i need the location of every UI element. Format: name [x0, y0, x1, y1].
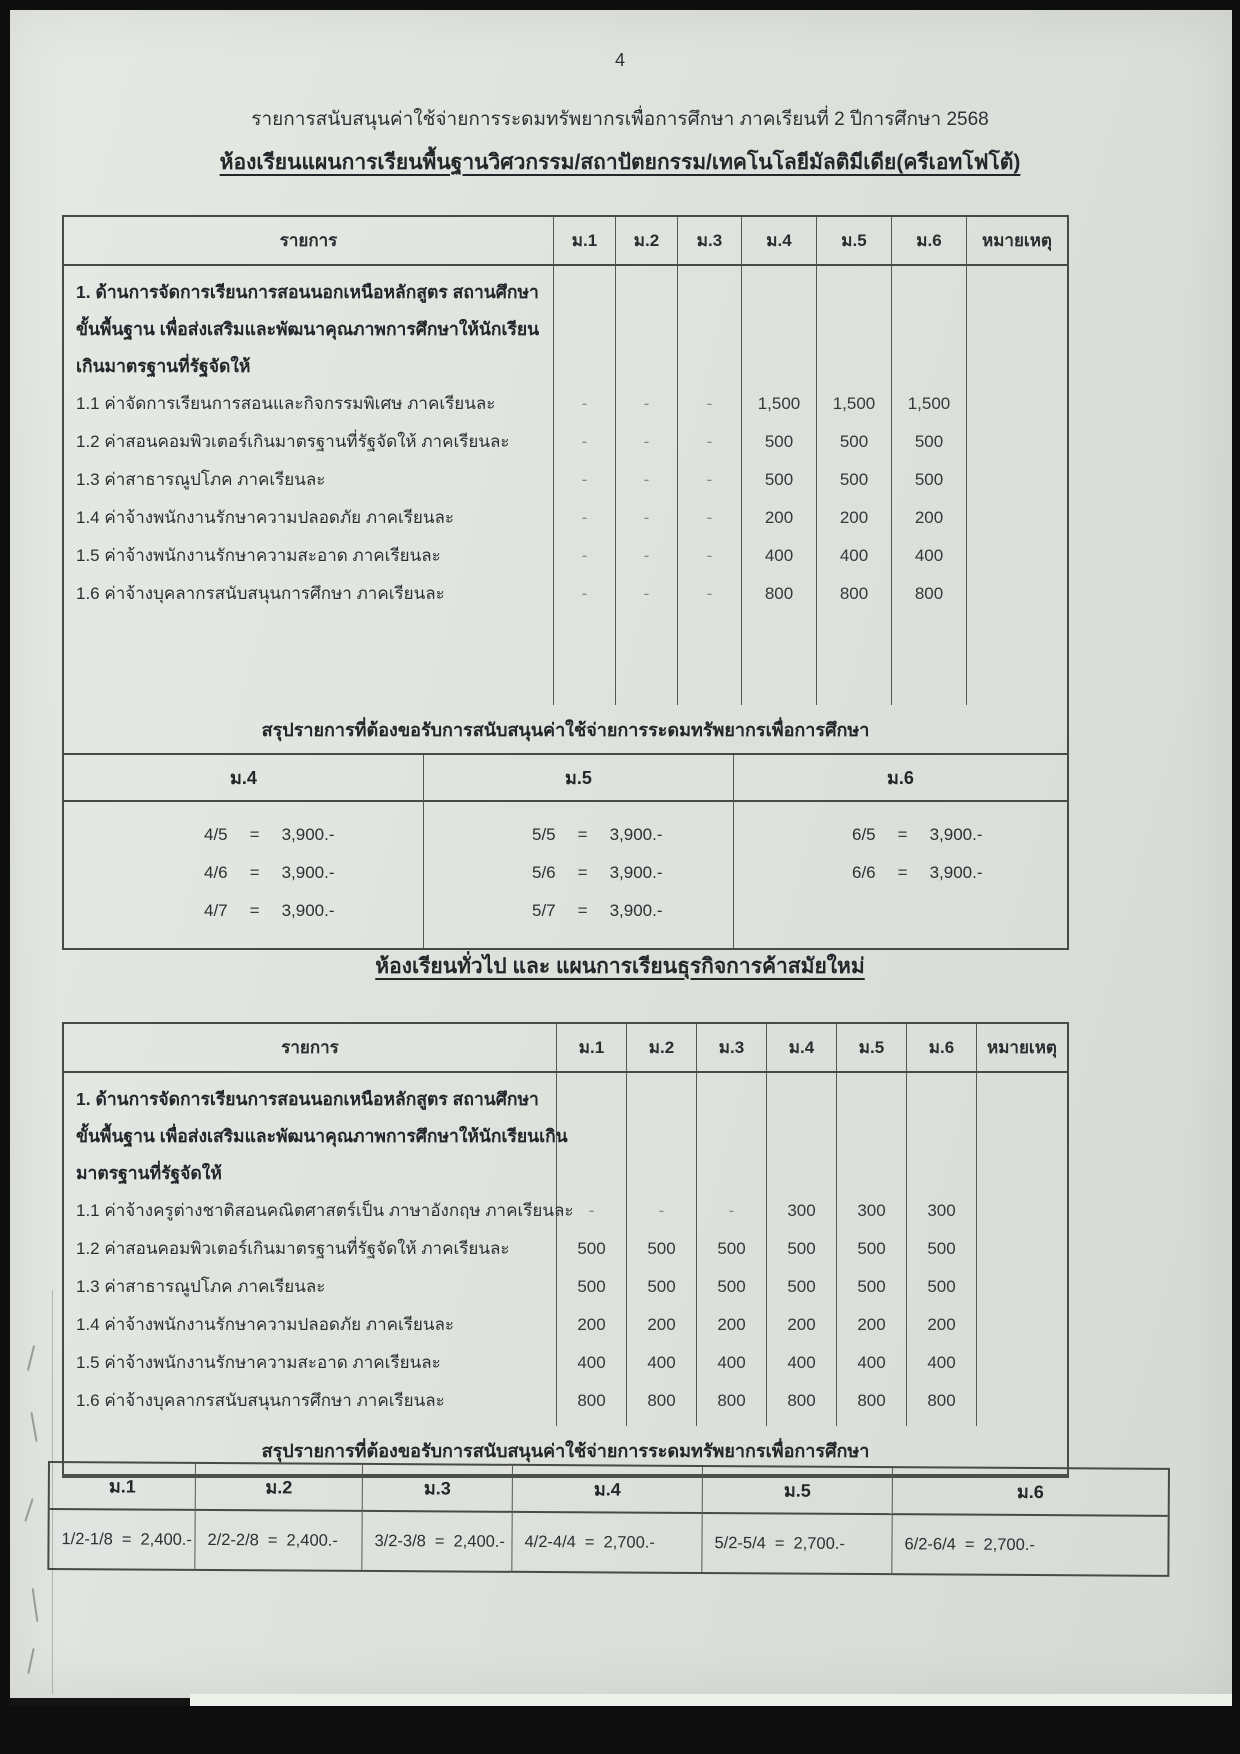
class-code: 4/7 — [204, 901, 228, 920]
fee-value: 300 — [927, 1201, 956, 1220]
class-code-range: 1/2-1/8 — [61, 1529, 113, 1548]
equals-sign: = — [434, 1531, 445, 1550]
grade-values-column — [837, 1073, 907, 1426]
fee-value: 800 — [764, 584, 794, 603]
fee-value: 500 — [717, 1239, 746, 1258]
fee-value: 500 — [914, 470, 944, 489]
document-title: รายการสนับสนุนค่าใช้จ่ายการระดมทรัพยากรเพื่อการศึกษา ภาคเรียนที่ 2 ปีการศึกษา 2568 — [251, 109, 989, 130]
table-header-row — [64, 217, 1067, 266]
item-row-label: 1.1 ค่าจ้างครูต่างชาติสอนคณิตศาสตร์เป็น ภาษาอังกฤษ ภาคเรียนละ — [76, 1201, 574, 1220]
summary-table-2 — [47, 1461, 1170, 1577]
summary-table-1 — [64, 755, 1067, 948]
fee-table-2-grid — [64, 1024, 1067, 1426]
grade-values-column — [627, 1073, 697, 1426]
paper-bottom-edge — [190, 1694, 1240, 1706]
summary-entry — [532, 854, 733, 892]
fee-value: - — [706, 470, 713, 489]
fee-table-1 — [62, 215, 1069, 950]
summary-entry — [204, 816, 423, 854]
fee-value: 1,500 — [907, 394, 951, 413]
amount-value: 2,700.- — [603, 1532, 655, 1552]
fee-value: 800 — [914, 584, 944, 603]
grade-column-header: ม.3 — [363, 1465, 513, 1513]
grade-column-header: ม.5 — [424, 755, 734, 802]
fee-value: 500 — [839, 470, 869, 489]
column-header: ม.5 — [837, 1024, 907, 1071]
fee-value: 800 — [857, 1391, 886, 1410]
fee-value: 200 — [717, 1315, 746, 1334]
column-header: รายการ — [64, 1024, 557, 1071]
item-row-label: 1.6 ค่าจ้างบุคลากรสนับสนุนการศึกษา ภาคเรียนละ — [76, 1391, 445, 1410]
fee-value: 1,500 — [832, 394, 876, 413]
item-row-label: 1.6 ค่าจ้างบุคลากรสนับสนุนการศึกษา ภาคเรียนละ — [76, 584, 445, 603]
item-row-label: 1.5 ค่าจ้างพนักงานรักษาความสะอาด ภาคเรียนละ — [76, 546, 441, 565]
items-column — [64, 266, 554, 705]
summary-heading-1: สรุปรายการที่ต้องขอรับการสนับสนุนค่าใช้จ่ายการระดมทรัพยากรเพื่อการศึกษา — [64, 705, 1067, 755]
fee-table-2 — [62, 1022, 1069, 1478]
column-header: ม.2 — [627, 1024, 697, 1071]
amount-value: 3,900.- — [609, 901, 663, 920]
equals-sign: = — [249, 863, 260, 882]
fee-value: 200 — [914, 508, 944, 527]
section2-heading: ห้องเรียนทั่วไป และ แผนการเรียนธุรกิจการค้าสมัยใหม่ — [375, 955, 865, 978]
fee-value: 500 — [787, 1277, 816, 1296]
fee-value: 500 — [577, 1277, 606, 1296]
fee-value: 400 — [787, 1353, 816, 1372]
amount-value: 3,900.- — [609, 825, 663, 844]
amount-value: 3,900.- — [929, 863, 983, 882]
grade-values-column — [678, 266, 742, 705]
column-header: หมายเหตุ — [987, 1038, 1057, 1057]
grade-values-column — [907, 1073, 977, 1426]
fee-value: 200 — [764, 508, 794, 527]
fee-value: - — [658, 1201, 665, 1220]
fee-value: 400 — [927, 1353, 956, 1372]
fee-value: 500 — [787, 1239, 816, 1258]
section-intro-line: ขั้นพื้นฐาน เพื่อส่งเสริมและพัฒนาคุณภาพการศึกษาให้นักเรียน — [76, 319, 540, 339]
fee-value: 500 — [839, 432, 869, 451]
grade-column-header: ม.6 — [734, 755, 1067, 802]
scan-edge-top — [0, 0, 1240, 10]
grade-column-header: ม.2 — [196, 1464, 363, 1512]
summary-entry — [532, 816, 733, 854]
summary-entry — [532, 892, 733, 930]
fee-value: - — [706, 394, 713, 413]
section-intro-line: เกินมาตรฐานที่รัฐจัดให้ — [76, 356, 251, 376]
fee-value: - — [643, 584, 650, 603]
fee-value: 500 — [764, 470, 794, 489]
fee-value: - — [581, 546, 588, 565]
fee-value: - — [643, 546, 650, 565]
fee-value: - — [706, 584, 713, 603]
item-row-label: 1.4 ค่าจ้างพนักงานรักษาความปลอดภัย ภาคเรียนละ — [76, 1315, 455, 1334]
item-row-label: 1.1 ค่าจัดการเรียนการสอนและกิจกรรมพิเศษ ภาคเรียนละ — [76, 394, 496, 413]
column-header: ม.3 — [678, 217, 742, 264]
fee-value: 400 — [857, 1353, 886, 1372]
section-intro-line: 1. ด้านการจัดการเรียนการสอนนอกเหนือหลักสูตร สถานศึกษา — [76, 282, 539, 302]
column-header: ม.3 — [697, 1024, 767, 1071]
fee-value: 200 — [647, 1315, 676, 1334]
column-header: ม.5 — [817, 217, 892, 264]
amount-value: 3,900.- — [609, 863, 663, 882]
column-header: หมายเหตุ — [982, 231, 1052, 250]
summary-entries-column — [64, 802, 424, 948]
grade-values-column — [616, 266, 678, 705]
class-code: 4/5 — [204, 825, 228, 844]
class-code-range: 4/2-4/4 — [524, 1532, 576, 1551]
items-column — [64, 1073, 574, 1426]
grade-column-header: ม.4 — [64, 755, 424, 802]
summary-entry — [852, 854, 1067, 892]
class-code-range: 3/2-3/8 — [374, 1531, 426, 1550]
amount-value: 3,900.- — [281, 901, 335, 920]
fee-value: - — [581, 508, 588, 527]
fee-value: 400 — [647, 1353, 676, 1372]
equals-sign: = — [774, 1533, 785, 1553]
column-header: ม.1 — [557, 1024, 627, 1071]
equals-sign: = — [584, 1532, 595, 1551]
equals-sign: = — [897, 825, 908, 844]
column-header: ม.1 — [554, 217, 616, 264]
fee-value: - — [581, 394, 588, 413]
class-code: 5/7 — [532, 901, 556, 920]
fee-value: 200 — [857, 1315, 886, 1334]
grade-values-column — [767, 1073, 837, 1426]
grade-column-header: ม.6 — [893, 1468, 1168, 1517]
fee-value: - — [643, 470, 650, 489]
fee-value: 200 — [787, 1315, 816, 1334]
summary-entry — [852, 816, 1067, 854]
equals-sign: = — [577, 863, 588, 882]
fee-value: 400 — [839, 546, 869, 565]
summary-entry — [195, 1511, 362, 1570]
column-header: รายการ — [64, 217, 554, 264]
fee-value: 500 — [857, 1239, 886, 1258]
item-row-label: 1.4 ค่าจ้างพนักงานรักษาความปลอดภัย ภาคเรียนละ — [76, 508, 455, 527]
grade-column-header: ม.1 — [50, 1463, 196, 1511]
fee-value: - — [643, 394, 650, 413]
fee-value: - — [643, 508, 650, 527]
fee-value: - — [581, 470, 588, 489]
summary-heading-2: สรุปรายการที่ต้องขอรับการสนับสนุนค่าใช้จ่ายการระดมทรัพยากรเพื่อการศึกษา — [64, 1426, 1067, 1476]
fee-value: 400 — [717, 1353, 746, 1372]
column-header: ม.6 — [907, 1024, 977, 1071]
grade-values-column — [817, 266, 892, 705]
fee-value: 800 — [717, 1391, 746, 1410]
notes-column — [967, 266, 1067, 705]
equals-sign: = — [121, 1529, 132, 1549]
fee-value: 800 — [927, 1391, 956, 1410]
grade-column-header: ม.4 — [513, 1466, 703, 1514]
fee-value: - — [643, 432, 650, 451]
fee-value: - — [706, 432, 713, 451]
equals-sign: = — [577, 825, 588, 844]
amount-value: 2,700.- — [983, 1535, 1035, 1554]
summary-entry — [362, 1512, 512, 1571]
notes-column — [977, 1073, 1067, 1426]
fee-value: - — [581, 584, 588, 603]
class-code-range: 5/2-5/4 — [714, 1533, 766, 1552]
grade-values-column — [742, 266, 817, 705]
fee-value: - — [706, 546, 713, 565]
paper-crease-line — [52, 1290, 53, 1694]
item-row-label: 1.3 ค่าสาธารณูปโภค ภาคเรียนละ — [76, 1277, 326, 1296]
fee-value: 500 — [647, 1277, 676, 1296]
fee-value: 400 — [577, 1353, 606, 1372]
fee-value: 800 — [839, 584, 869, 603]
fee-value: 500 — [914, 432, 944, 451]
equals-sign: = — [964, 1535, 975, 1554]
grade-values-column — [557, 1073, 627, 1426]
item-row-label: 1.5 ค่าจ้างพนักงานรักษาความสะอาด ภาคเรียนละ — [76, 1353, 441, 1372]
equals-sign: = — [267, 1530, 278, 1549]
fee-value: 1,500 — [757, 394, 801, 413]
summary-entry — [204, 854, 423, 892]
fee-value: 300 — [787, 1201, 816, 1220]
equals-sign: = — [897, 863, 908, 882]
fee-value: 500 — [857, 1277, 886, 1296]
column-header: ม.4 — [742, 217, 817, 264]
fee-value: - — [588, 1201, 595, 1220]
item-row-label: 1.2 ค่าสอนคอมพิวเตอร์เกินมาตรฐานที่รัฐจัดให้ ภาคเรียนละ — [76, 432, 510, 451]
table-header-row — [64, 1024, 1067, 1073]
column-header: ม.4 — [767, 1024, 837, 1071]
fee-value: 300 — [857, 1201, 886, 1220]
section-intro-line: ขั้นพื้นฐาน เพื่อส่งเสริมและพัฒนาคุณภาพการศึกษาให้นักเรียนเกิน — [76, 1126, 568, 1146]
scan-edge-left — [0, 0, 10, 1754]
grade-values-column — [554, 266, 616, 705]
class-code: 4/6 — [204, 863, 228, 882]
grade-column-header: ม.5 — [703, 1467, 893, 1515]
scan-edge-bottom — [0, 1706, 1240, 1754]
summary-entry — [512, 1513, 702, 1572]
summary-entry — [892, 1515, 1167, 1575]
fee-value: 400 — [764, 546, 794, 565]
fee-value: 200 — [839, 508, 869, 527]
equals-sign: = — [249, 901, 260, 920]
fee-value: 500 — [927, 1239, 956, 1258]
summary-entry — [204, 892, 423, 930]
fee-value: 800 — [787, 1391, 816, 1410]
summary-entry — [702, 1514, 892, 1573]
section1-heading: ห้องเรียนแผนการเรียนพื้นฐานวิศวกรรม/สถาปัตยกรรม/เทคโนโลยีมัลติมีเดีย(ครีเอทโฟโต้) — [219, 151, 1021, 174]
summary-entries-column — [734, 802, 1067, 948]
fee-value: 800 — [577, 1391, 606, 1410]
item-row-label: 1.3 ค่าสาธารณูปโภค ภาคเรียนละ — [76, 470, 326, 489]
fee-value: 500 — [927, 1277, 956, 1296]
grade-values-column — [697, 1073, 767, 1426]
fee-table-1-grid — [64, 217, 1067, 705]
summary-entries-column — [424, 802, 734, 948]
equals-sign: = — [577, 901, 588, 920]
summary-entry — [49, 1510, 195, 1569]
column-header: ม.6 — [892, 217, 967, 264]
class-code: 5/6 — [532, 863, 556, 882]
fee-value: 500 — [647, 1239, 676, 1258]
amount-value: 3,900.- — [281, 825, 335, 844]
fee-value: 200 — [577, 1315, 606, 1334]
amount-value: 2,400.- — [286, 1530, 338, 1550]
fee-value: 400 — [914, 546, 944, 565]
amount-value: 2,400.- — [140, 1530, 192, 1549]
fee-value: 500 — [717, 1277, 746, 1296]
amount-value: 3,900.- — [929, 825, 983, 844]
scan-edge-right — [1232, 0, 1240, 1754]
section-intro-line: 1. ด้านการจัดการเรียนการสอนนอกเหนือหลักสูตร สถานศึกษา — [76, 1089, 539, 1109]
fee-value: - — [581, 432, 588, 451]
class-code-range: 2/2-2/8 — [207, 1530, 259, 1549]
fee-value: 800 — [647, 1391, 676, 1410]
class-code-range: 6/2-6/4 — [904, 1534, 956, 1554]
class-code: 6/6 — [852, 863, 876, 882]
amount-value: 2,700.- — [793, 1534, 845, 1553]
fee-value: 500 — [577, 1239, 606, 1258]
fee-value: - — [728, 1201, 735, 1220]
grade-values-column — [892, 266, 967, 705]
item-row-label: 1.2 ค่าสอนคอมพิวเตอร์เกินมาตรฐานที่รัฐจัดให้ ภาคเรียนละ — [76, 1239, 510, 1258]
table-body-row — [64, 1073, 1067, 1426]
equals-sign: = — [249, 825, 260, 844]
amount-value: 2,400.- — [453, 1531, 505, 1551]
class-code: 6/5 — [852, 825, 876, 844]
amount-value: 3,900.- — [281, 863, 335, 882]
fee-value: 500 — [764, 432, 794, 451]
class-code: 5/5 — [532, 825, 556, 844]
section-intro-line: มาตรฐานที่รัฐจัดให้ — [76, 1163, 222, 1183]
page-number: 4 — [614, 50, 625, 70]
table-body-row — [64, 266, 1067, 705]
column-header: ม.2 — [616, 217, 678, 264]
fee-value: - — [706, 508, 713, 527]
fee-value: 200 — [927, 1315, 956, 1334]
